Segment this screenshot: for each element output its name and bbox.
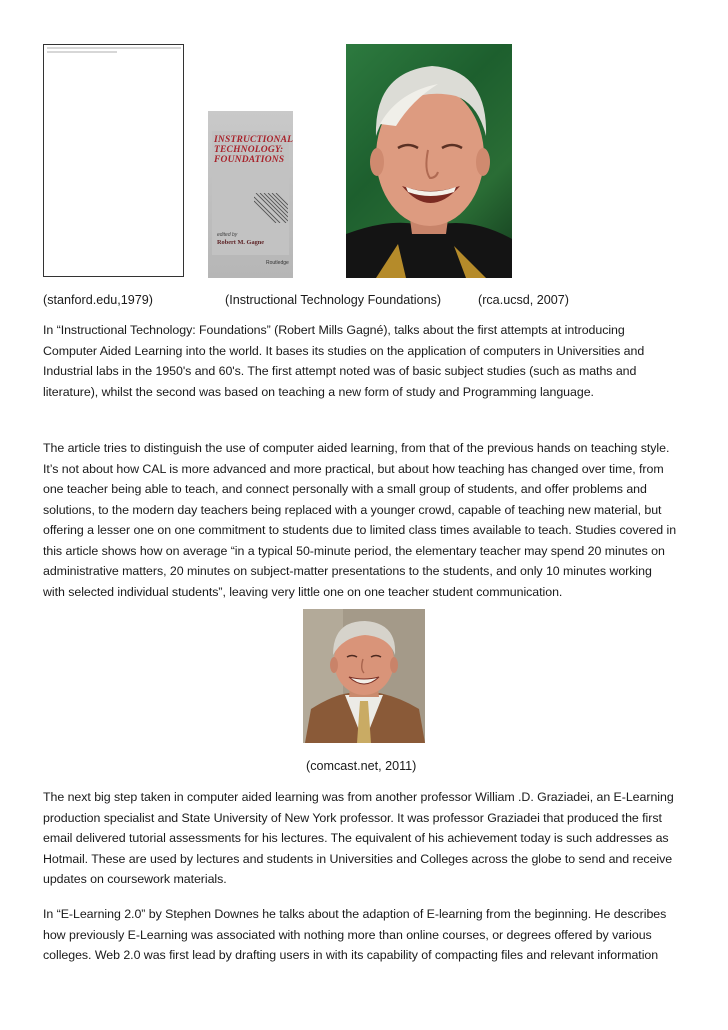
caption-rca: (rca.ucsd, 2007) xyxy=(478,293,569,307)
text-line: production specialist and State University of New York professor. It was professor Graziadei that produced the first xyxy=(43,810,662,825)
text-line: The article tries to distinguish the use of computer aided learning, from that of the previous hands on teaching style. xyxy=(43,441,670,455)
text-line: with selected individual students”, leaving very little one on one teacher student communication. xyxy=(43,584,563,599)
book-cover-panel xyxy=(212,131,293,255)
faint-text-lines xyxy=(47,47,181,55)
text-line: one teacher being able to teach, and connect personally with a small group of students, and offer problems and xyxy=(43,482,647,496)
text-line: It’s not about how CAL is more advanced and more practical, but about how teaching has changed over time, from xyxy=(43,461,664,476)
book-cover-title: INSTRUCTIONAL TECHNOLOGY: FOUNDATIONS xyxy=(214,135,293,165)
text-line: this article shows how on average “in a typical 50-minute period, the elementary teacher may spend 20 minutes on xyxy=(43,543,665,558)
text-line: literature), whilst the second was based on teaching a new form of study and Programming language. xyxy=(43,384,594,399)
caption-comcast: (comcast.net, 2011) xyxy=(306,759,417,773)
caption-stanford: (stanford.edu,1979) xyxy=(43,293,153,307)
paragraph-3 xyxy=(43,787,688,890)
paragraph-4 xyxy=(43,904,688,966)
portrait-middle-illustration xyxy=(303,609,425,743)
text-line: In “Instructional Technology: Foundations” (Robert Mills Gagné), talks about the first attempts at introducing xyxy=(43,323,625,337)
broken-image-frame xyxy=(43,44,184,277)
text-line: how previously E-Learning was associated with nothing more than online courses, or degrees offered by various xyxy=(43,927,652,942)
book-cover-stripes xyxy=(254,193,288,223)
text-line: email delivered tutorial assessments for his lectures. The equivalent of his achievement today is such addresses as xyxy=(43,831,669,845)
caption-itf: (Instructional Technology Foundations) xyxy=(225,293,442,307)
book-cover-publisher: Routledge xyxy=(266,260,289,266)
text-line: colleges. Web 2.0 was first lead by drafting users in with its capability of compacting files and relevant information xyxy=(43,948,659,962)
paragraph-2 xyxy=(43,438,688,602)
portrait-top-illustration xyxy=(346,44,512,278)
paragraph-1 xyxy=(43,320,688,402)
text-line: Hotmail. These are used by lectures and students in Universities and Colleges across the globe to send and receive xyxy=(43,851,673,866)
text-line: updates on coursework materials. xyxy=(43,872,227,886)
text-line: administrative matters, 20 minutes on subject-matter presentations to the students, and only 10 minutes working xyxy=(43,564,652,578)
book-cover-image xyxy=(208,111,293,278)
text-line: In “E-Learning 2.0” by Stephen Downes he talks about the adaption of E-learning from the beginning. He describes xyxy=(43,907,667,921)
portrait-photo-top xyxy=(346,44,512,278)
book-cover-edited-by: edited by xyxy=(217,232,238,238)
book-cover-author: Robert M. Gagne xyxy=(217,239,265,246)
text-line: Industrial labs in the 1950's and 60's. The first attempt noted was of basic subject studies (such as maths and xyxy=(43,364,637,378)
text-line: solutions, to the modern day teachers being replaced with a younger crowd, capable of teaching new material, but xyxy=(43,502,662,517)
portrait-photo-middle xyxy=(303,609,425,743)
text-line: Computer Aided Learning into the world. It bases its studies on the application of computers in Universities and xyxy=(43,343,645,358)
text-line: offering a lesser one on one commitment to students due to limited class times available to teach. Studies covered in xyxy=(43,523,677,537)
text-line: The next big step taken in computer aided learning was from another professor William .D. Graziadei, an E-Learning xyxy=(43,790,674,804)
